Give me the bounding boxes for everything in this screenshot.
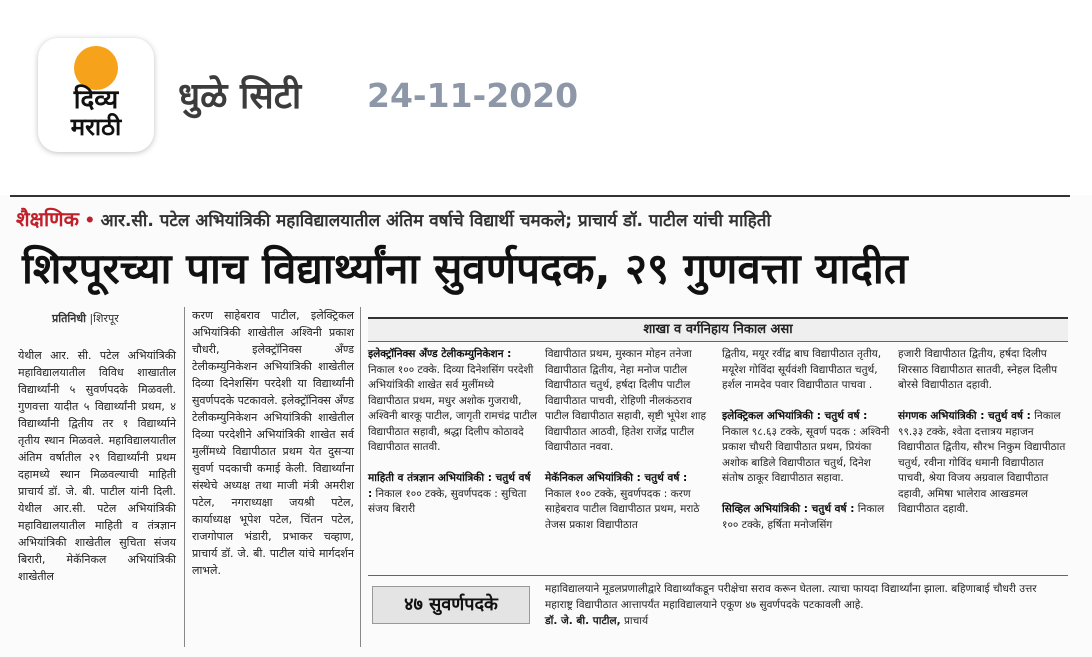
result-head: इलेक्ट्रिकल अभियांत्रिकी : चतुर्थ वर्ष : [722,410,868,422]
kicker-bullet: • [84,211,96,231]
result-text: निकाल १०० टक्के, हर्षिता मनोजसिंग [722,503,885,531]
result-head: संगणक अभियांत्रिकी : चतुर्थ वर्ष : [898,410,1031,422]
results-title: शाखा व वर्गनिहाय निकाल असा [368,317,1068,342]
article-column-1: येथील आर. सी. पटेल अभियांत्रिकी महाविद्यालयातील विविध शाखातील विद्यार्थ्यांनी ५ सुवर्णपदके मिळवली. गुणवत्ता यादीत ५ विद्यार्थ्यांनी प्रथम, ४ विद्यार्थ्यांनी द्वितीय तर १ विद्यार्थ्याने तृतीय स्थान मिळवले. महाविद्यालयातील अंतिम वर्षातील २९ विद्यार्थ्यांनी प्रथम दहामध्ये स्थान मिळवल्याची माहिती प्राचार्य डॉ. जे. बी. पाटील यांनी दिली. येथील आर.सी. पटेल अभियांत्रिकी महाविद्यालयातील माहिती व तंत्रज्ञान अभियांत्रिकी शाखेतील सुचिता संजय बिरारी, मेकॅनिकल अभियांत्रिकी शाखेतील [18,349,176,583]
result-text: निकाल १०० टक्के, सुवर्णपदक : सुचिता संजय बिरारी [368,487,527,515]
column-divider [184,307,185,647]
results-column-a [368,347,538,518]
result-head: इलेक्ट्रॉनिक्स अँण्ड टेलीकम्युनिकेशन : [368,348,512,360]
article-column-2: करण साहेबराव पाटील, इलेक्ट्रिकल अभियांत्रिकी शाखेतील अश्विनी प्रकाश चौधरी, इलेक्ट्रॉनिक्स अँण्ड टेलीकम्युनिकेशन अभियांत्रिकी शाखेतील दिव्या दिनेशसिंग परदेशी या विद्यार्थ्यांनी सुवर्णपदके पटकावले. इलेक्ट्रॉनिक्स अँण्ड टेलीकम्युनिकेशन अभियांत्रिकी शाखेतील दिव्या परदेशीने अभियांत्रिकी शाखेत सर्व मुलींमध्ये विद्यापीठात प्रथम येत दुसऱ्या सुवर्ण पदकाची कमाई केली. विद्यार्थ्यांना संस्थेचे अध्यक्ष तथा माजी मंत्री अमरीश पटेल, नगराध्यक्षा जयश्री पटेल, कार्याध्यक्ष भूपेश पटेल, चिंतन पटेल, राजगोपाल भंडारी, प्रभाकर चव्हाण, प्राचार्य डॉ. जे. बी. पाटील यांचे मार्गदर्शन लाभले. [192,309,354,577]
medals-badge: ४७ सुवर्णपदके [372,586,530,624]
kicker [16,205,771,232]
result-text: निकाल १०० टक्के. दिव्या दिनेशसिंग परदेशी अभियांत्रिकी शाखेत सर्व मुलींमध्ये विद्यापीठात प्रथम, मधुर अशोक गुजराथी, अश्विनी बारकू पाटील, जागृती रामचंद्र पाटील विद्यापीठात सहावी, श्रद्धा दिलीप कोठावदे विद्यापीठात सातवी. [368,363,537,453]
byline-place: |शिरपूर [89,312,119,325]
results-column-b [545,347,715,533]
result-text: निकाल ९८.६३ टक्के, सूवर्ण पदक : अश्विनी प्रकाश चौधरी विद्यापीठात प्रथम, प्रियंका अशोक बाडिले विद्यापीठात चतुर्थ, दिनेश संतोष ठाकूर विद्यापीठात सहावा. [722,425,890,484]
top-rule [10,195,1070,197]
headline: शिरपूरच्या पाच विद्यार्थ्यांना सुवर्णपदक, २९ गुणवत्ता यादीत [22,244,908,293]
result-text: निकाल १०० टक्के, सुवर्णपदक : करण साहेबराव पाटील विद्यापीठात प्रथम, मराठे तेजस प्रकाश विद्यापीठात [545,487,700,531]
result-text: द्वितीय, मयूर रवींद्र बाघ विद्यापीठात तृतीय, मयूरेश गोविंदा सूर्यवंशी विद्यापीठात चतुर्थ, हर्शल नामदेव पवार विद्यापीठात पाचवा . [722,348,882,391]
byline [52,311,119,326]
edition-date: 24-11-2020 [367,76,579,115]
logo-line1: दिव्य [73,85,119,115]
result-text: निकाल ९९.३३ टक्के, श्वेता दत्तात्रय महाजन विद्यापीठात द्वितीय, सौरभ निकुम विद्यापीठात चतुर्थ, रवीना गोविंद धमानी विद्यापीठात पाचवी, श्रेया विजय अग्रवाल विद्यापीठात दहावी, अमिषा भालेराव आखडमल विद्यापीठात दहावी. [898,410,1066,515]
result-head: माहिती व तंत्रज्ञान अभियांत्रिकी : चतुर्थ वर्ष : [368,472,531,500]
results-bottom-rule [368,575,1068,576]
category-label: शैक्षणिक [16,207,79,231]
results-column-d [898,347,1068,518]
signature-role: प्राचार्य [623,615,649,627]
result-text: हजारी विद्यापीठात द्वितीय, हर्षदा दिलीप शिरसाठ विद्यापीठात सातवी, स्नेहल दिलीप बोरसे विद्यापीठात दहावी. [898,348,1058,391]
divya-marathi-logo [38,38,154,152]
logo-line2: मराठी [70,112,122,141]
signature: डॉ. जे. बी. पाटील, [545,615,621,627]
result-head: सिव्हिल अभियांत्रिकी : चतुर्थ वर्ष : [722,503,855,515]
result-text: विद्यापीठात प्रथम, मुस्कान मोहन तनेजा विद्यापीठात द्वितीय, नेहा मनोज पाटील विद्यापीठात चतुर्थ, हर्षदा दिलीप पाटील विद्यापीठात पाचवी, रोहिणी नीलकंठराव पाटील विद्यापीठात सहावी, सृष्टी भूपेश शाह विद्यापीठात आठवी, हितेश राजेंद्र पाटील विद्यापीठात नववा. [545,348,707,453]
footer-note [545,581,1065,629]
edition-city: धुळे सिटी [178,76,302,117]
subheading: आर.सी. पटेल अभियांत्रिकी महाविद्यालयातील अंतिम वर्षाचे विद्यार्थी चमकले; प्राचार्य डॉ. पाटील यांची माहिती [100,211,771,231]
newspaper-clipping [0,195,1092,657]
note-text: महाविद्यालयाने मूडलप्रणालीद्वारे विद्यार्थ्यांकडून परीक्षेचा सराव करून घेतला. त्याचा फायदा विद्यार्थ्यांना झाला. बहिणाबाई चौधरी उत्तर महाराष्ट्र विद्यापीठात आत्तापर्यंत महाविद्यालयाने एकूण ४७ सुवर्णपदके पटकावली आहे. [545,583,1037,611]
column-divider [360,307,361,647]
results-column-c [722,347,892,533]
byline-label: प्रतिनिधी [52,312,86,325]
result-head: मेकॅनिकल अभियांत्रिकी : चतुर्थ वर्ष : [545,472,688,484]
